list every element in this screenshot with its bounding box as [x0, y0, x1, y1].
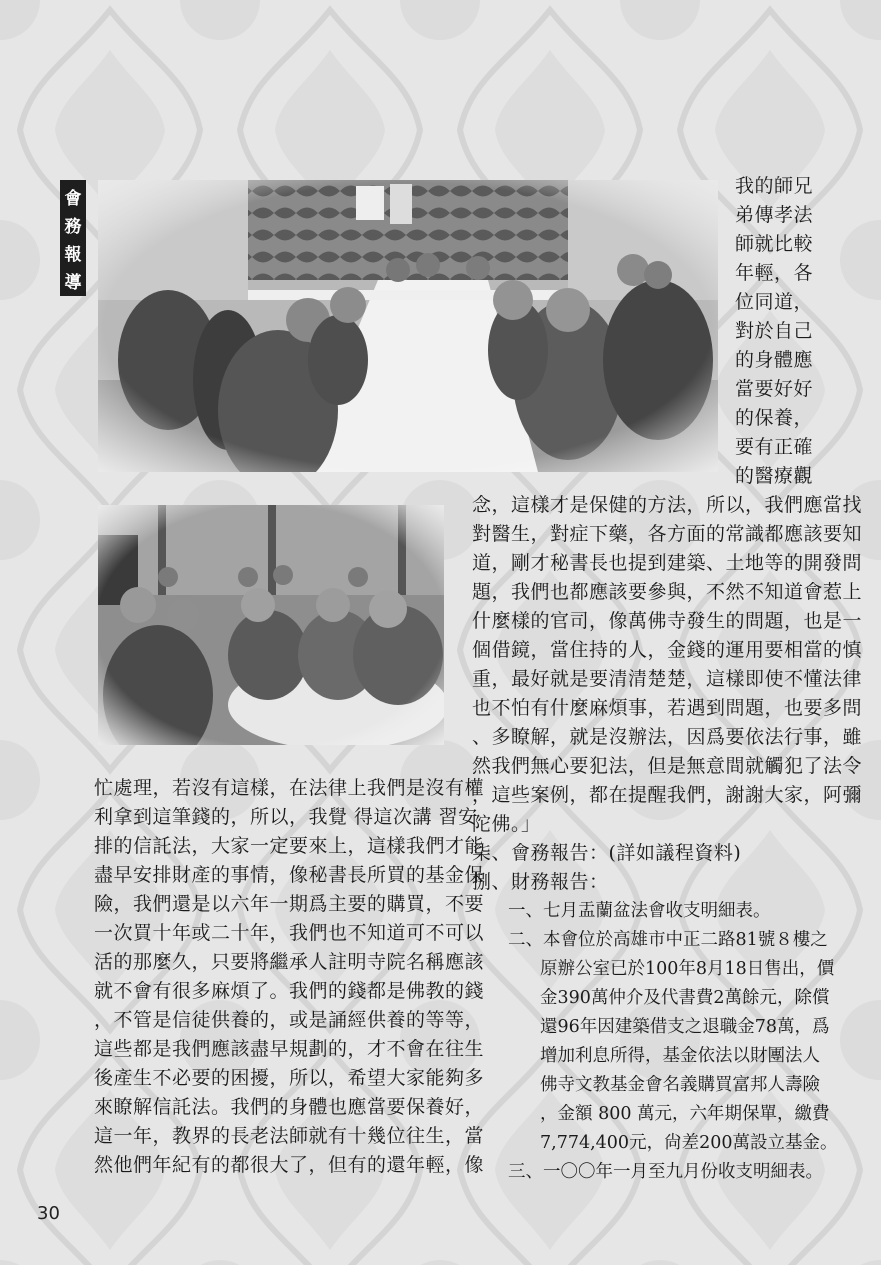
finance-item-cont: 7,774,400元，尙差200萬設立基金。	[540, 1133, 838, 1153]
text-line: 忙處理，若沒有這樣，在法律上我們是沒有權	[94, 777, 485, 799]
text-line: 什麼樣的官司，像萬佛寺發生的問題，也是一	[472, 610, 863, 632]
text-line: 陀佛。」	[472, 813, 541, 835]
text-line: 的身體應	[735, 349, 814, 371]
text-line: 弟傳孝法	[735, 204, 814, 226]
text-line: ，不管是信徒供養的，或是誦經供養的等等，	[94, 1009, 485, 1031]
section-tab-char: 導	[64, 272, 82, 293]
text-line: 要有正確	[735, 436, 814, 458]
meeting-photo-bottom	[98, 505, 444, 745]
text-line: 年輕，各	[735, 262, 814, 284]
text-line: 然我們無心要犯法，但是無意間就觸犯了法令	[472, 755, 863, 777]
meeting-photo-top	[98, 180, 718, 472]
text-line: 的醫療觀	[735, 465, 814, 487]
finance-item: 一、七月盂蘭盆法會收支明細表。	[508, 901, 771, 921]
text-line: 我的師兄	[735, 175, 814, 197]
text-line: 排的信託法，大家一定要來上，這樣我們才能	[94, 835, 485, 857]
finance-item: 三、一〇〇年一月至九月份收支明細表。	[508, 1162, 823, 1182]
text-line: 當要好好	[735, 378, 814, 400]
text-line: 盡早安排財產的事情，像秘書長所買的基金保	[94, 864, 485, 886]
text-line: 題，我們也都應該要參與，不然不知道會惹上	[472, 581, 863, 603]
section-tab-char: 務	[64, 216, 82, 237]
section-tab-char: 會	[64, 188, 82, 209]
text-line: 重，最好就是要清清楚楚，這樣即使不懂法律	[472, 668, 863, 690]
text-line: 然他們年紀有的都很大了，但有的還年輕，像	[94, 1154, 485, 1176]
text-line: 道，剛才秘書長也提到建築、土地等的開發問	[472, 552, 863, 574]
text-line: 活的那麼久，只要將繼承人註明寺院名稱應該	[94, 951, 485, 973]
text-line: 師就比較	[735, 233, 814, 255]
text-line: 的保養，	[735, 407, 814, 429]
text-line: 利拿到這筆錢的，所以，我覺 得這次講 習安	[94, 806, 478, 828]
text-line: 位同道，	[735, 291, 814, 313]
finance-item-cont: 金390萬仲介及代書費2萬餘元，除償	[540, 988, 830, 1008]
report-heading: 柒、會務報告：(詳如議程資料)	[472, 842, 742, 864]
text-line: 這一年，教界的長老法師就有十幾位往生，當	[94, 1125, 485, 1147]
finance-item-cont: 佛寺文教基金會名義購買富邦人壽險	[540, 1075, 820, 1095]
text-line: 、多瞭解，就是沒辦法，因爲要依法行事，雖	[472, 726, 863, 748]
section-tab-char: 報	[64, 244, 82, 265]
text-line: ，這些案例，都在提醒我們，謝謝大家，阿彌	[472, 784, 863, 806]
text-line: 個借鏡，當住持的人，金錢的運用要相當的慎	[472, 639, 863, 661]
report-heading: 捌、財務報告：	[472, 871, 609, 893]
text-line: 後產生不必要的困擾，所以，希望大家能夠多	[94, 1067, 485, 1089]
text-line: 對醫生，對症下藥，各方面的常識都應該要知	[472, 523, 863, 545]
finance-item-cont: 原辦公室已於100年8月18日售出，價	[540, 959, 835, 979]
text-line: 這些都是我們應該盡早規劃的，才不會在往生	[94, 1038, 485, 1060]
text-line: 也不怕有什麼麻煩事，若遇到問題，也要多問	[472, 697, 863, 719]
finance-item: 二、本會位於高雄市中正二路81號８樓之	[508, 930, 828, 950]
finance-item-cont: 增加利息所得，基金依法以財團法人	[540, 1046, 820, 1066]
section-tab	[60, 180, 86, 296]
text-line: 一次買十年或二十年，我們也不知道可不可以	[94, 922, 485, 944]
text-line: 來瞭解信託法。我們的身體也應當要保養好，	[94, 1096, 485, 1118]
page-number: 30	[37, 1203, 60, 1224]
finance-item-cont: 還96年因建築借支之退職金78萬，爲	[540, 1017, 830, 1037]
text-line: 險，我們還是以六年一期爲主要的購買，不要	[94, 893, 485, 915]
text-line: 念，這樣才是保健的方法，所以，我們應當找	[472, 494, 863, 516]
text-line: 就不會有很多麻煩了。我們的錢都是佛教的錢	[94, 980, 485, 1002]
finance-item-cont: ，金額 800 萬元，六年期保單，繳費	[540, 1104, 830, 1124]
text-line: 對於自己	[735, 320, 814, 342]
